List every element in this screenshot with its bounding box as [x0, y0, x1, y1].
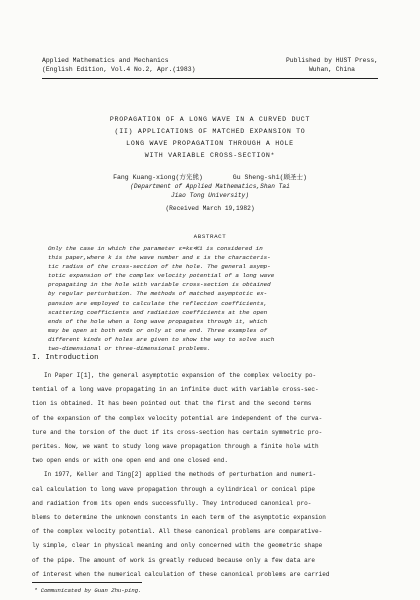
affiliation-line: (Department of Applied Mathematics,Shan Tai: [130, 183, 290, 190]
abstract-line: this paper,where k is the wave number and ε is the characteris-: [48, 254, 271, 262]
abstract-line: Only the case in which the parameter ε=kε≪1 is considered in: [48, 245, 263, 252]
abstract-line: scattering coefficients and radiation coefficients at the open: [48, 308, 268, 316]
section-heading: I. Introduction: [32, 354, 99, 362]
abstract-line: two-dimensional or three-dimensional problems.: [48, 345, 211, 353]
abstract-body: [48, 244, 372, 353]
body-line: In 1977, Keller and Ting[2] applied the methods of perturbation and numeri-: [44, 471, 317, 479]
body-line: tion is obtained. It has been pointed out that the first and the second terms: [32, 400, 312, 408]
abstract-line: ends of the hole when a long wave propagates through it, which: [48, 317, 268, 325]
abstract-line: propagating in the hole with variable cross-section is obtained: [48, 281, 271, 289]
journal-edition: (English Edition, Vol.4 No.2, Apr.(1983): [42, 66, 196, 73]
footnote: * Communicated by Guan Zhu-ping.: [34, 587, 142, 594]
paper-title: [40, 114, 380, 162]
body-line: tential of a long wave propagating in an infinite duct with variable cross-sec-: [32, 386, 319, 394]
abstract-line: may be open at both ends or only at one end. Three examples of: [48, 326, 268, 334]
header-rule: [42, 78, 378, 79]
publisher-location: Wuhan, China: [308, 66, 355, 73]
introduction-body: [32, 369, 390, 582]
body-line: ture and the torsion of the duct if its cross-section has certain symmetric pro-: [32, 428, 323, 436]
author-list: [40, 172, 380, 181]
abstract-line: totic expansion of the complex velocity potential of a long wave: [48, 272, 275, 280]
publisher-name: Published by HUST Press,: [285, 57, 378, 64]
footnote-rule: [32, 582, 142, 583]
body-line: two open ends or with one open end and one closed end.: [32, 457, 228, 465]
abstract-line: tic radius of the cross-section of the hole. The general asymp-: [48, 263, 271, 271]
journal-header: [42, 56, 195, 74]
abstract-line: different kinds of holes are given to show the way to solve such: [48, 335, 275, 343]
journal-name: Applied Mathematics and Mechanics: [42, 57, 169, 64]
title-line: (II) APPLICATIONS OF MATCHED EXPANSION TO: [114, 128, 306, 135]
author-name: Fang Kuang-xiong(方光熊): [113, 174, 203, 181]
title-line: LONG WAVE PROPAGATION THROUGH A HOLE: [126, 140, 294, 147]
body-line: of interest when the numerical calculation of these canonical problems are carried: [32, 570, 330, 578]
body-line: perites. Now, we want to study long wave propagation through a finite hole with: [32, 443, 319, 451]
abstract-line: pansion are employed to calculate the reflection coefficients,: [48, 299, 268, 307]
body-line: In Paper I[1], the general asymptotic expansion of the complex velocity po-: [44, 372, 317, 379]
abstract-heading: ABSTRACT: [193, 233, 227, 240]
body-line: of the complex velocity potential. All these canonical problems are comparative-: [32, 528, 323, 536]
publisher-header: [286, 56, 378, 74]
body-line: ly simple, clear in physical meaning and only concerned with the geometric shape: [32, 542, 323, 550]
received-date: (Received March 19,1982): [165, 205, 255, 212]
affiliation-line: Jiao Tong University): [171, 191, 249, 199]
author-name: Gu Sheng-shi(顾圣士): [232, 174, 307, 181]
affiliation: [40, 183, 380, 200]
body-line: of the expansion of the complex velocity potential are independent of the curva-: [32, 414, 323, 422]
body-line: cal calculation to long wave propagation through a cylindrical or conical pipe: [32, 485, 316, 493]
title-line: PROPAGATION OF A LONG WAVE IN A CURVED DUCT: [109, 116, 311, 123]
title-line: WITH VARIABLE CROSS-SECTION*: [144, 152, 276, 159]
abstract-line: by regular perturbation. The methods of matched asymptotic ex-: [48, 290, 268, 298]
body-line: of the pipe. The amount of work is greatly reduced because only a few data are: [32, 556, 316, 564]
body-line: and radiation from its open ends successfully. They introduced canonical pro-: [32, 499, 312, 507]
body-line: blems to determine the unknown constants in each term of the asymptotic expansion: [32, 514, 326, 522]
